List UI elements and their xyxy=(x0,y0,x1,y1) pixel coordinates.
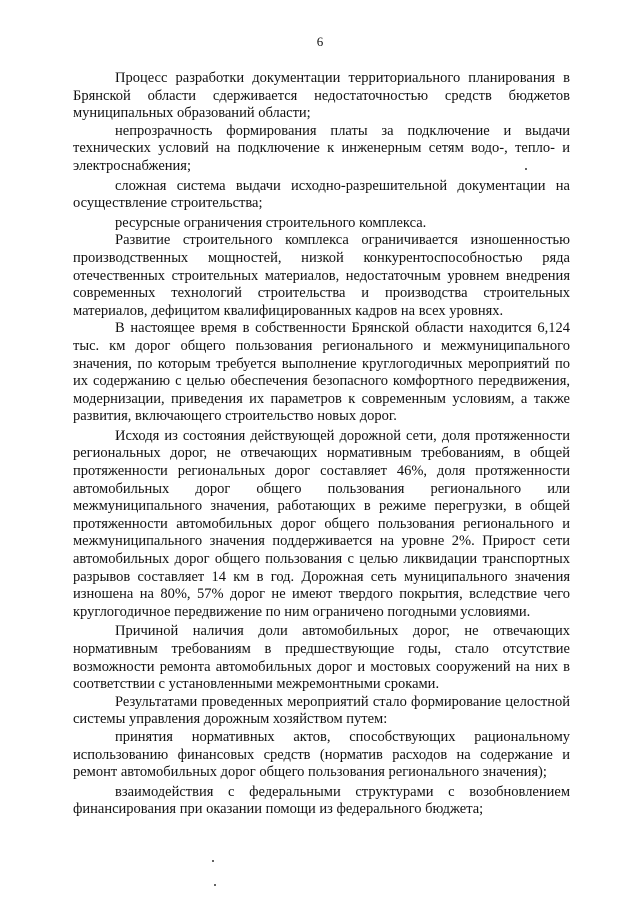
document-body xyxy=(73,70,570,819)
scan-speck xyxy=(214,884,216,886)
scan-speck xyxy=(212,860,214,862)
paragraph-5: Развитие строительного комплекса ограничивается изношенностью производственных мощностей, низкой конкурентоспособностью ряда отечественных строительных материалов, недостаточным уровнем внедрения современных технологий строительства и производства строительных материалов, дефицитом квалифицированных кадров на всех уровнях. xyxy=(73,232,570,319)
paragraph-7: Исходя из состояния действующей дорожной сети, доля протяженности региональных дорог, не отвечающих нормативным требованиям, в общей протяженности региональных дорог составляет 46%, доля протяженности автомобильных дорог общего пользования регионального или межмуниципального значения, работающих в режиме перегрузки, в общей протяженности автомобильных дорог общего пользования регионального и межмуниципального значения поддерживается на уровне 2%. Прирост сети автомобильных дорог общего пользования с целью ликвидации транспортных разрывов составляет 14 км в год. Дорожная сеть муниципального значения изношена на 80%, 57% дорог не имеют твердого покрытия, вследствие чего круглогодичное передвижение по ним ограничено погодными условиями. xyxy=(73,427,570,620)
paragraph-9: Результатами проведенных мероприятий стало формирование целостной системы управления дорожным хозяйством путем: xyxy=(73,693,570,728)
paragraph-10: принятия нормативных актов, способствующих рациональному использованию финансовых средств (норматив расходов на содержание и ремонт автомобильных дорог общего пользования регионального значения); xyxy=(73,728,570,781)
paragraph-2: непрозрачность формирования платы за подключение и выдачи технических условий на подключение к инженерным сетям водо-, тепло- и электроснабжения; xyxy=(73,122,570,174)
paragraph-11: взаимодействия с федеральными структурами с возобновлением финансирования при оказании помощи из федерального бюджета; xyxy=(73,783,570,818)
page-number: 6 xyxy=(316,34,324,49)
scan-speck xyxy=(525,168,527,170)
paragraph-1: Процесс разработки документации территориального планирования в Брянской области сдерживается недостаточностью средств бюджетов муниципальных образований области; xyxy=(73,70,570,122)
paragraph-8: Причиной наличия доли автомобильных дорог, не отвечающих нормативным требованиям в предшествующие годы, стало отсутствие возможности ремонта автомобильных дорог и мостовых сооружений на них в соответствии с установленными межремонтными сроками. xyxy=(73,623,570,693)
paragraph-3: сложная система выдачи исходно-разрешительной документации на осуществление строительства; xyxy=(73,177,570,212)
paragraph-4: ресурсные ограничения строительного комплекса. xyxy=(115,214,427,231)
paragraph-6: В настоящее время в собственности Брянской области находится 6,124 тыс. км дорог общего пользования регионального и межмуниципального значения, по которым требуется выполнение круглогодичных мероприятий по их содержанию с целью обеспечения безопасного комфортного передвижения, модернизации, приведения их параметров к современным условиям, а также развития, включающего строительство новых дорог. xyxy=(73,320,570,425)
